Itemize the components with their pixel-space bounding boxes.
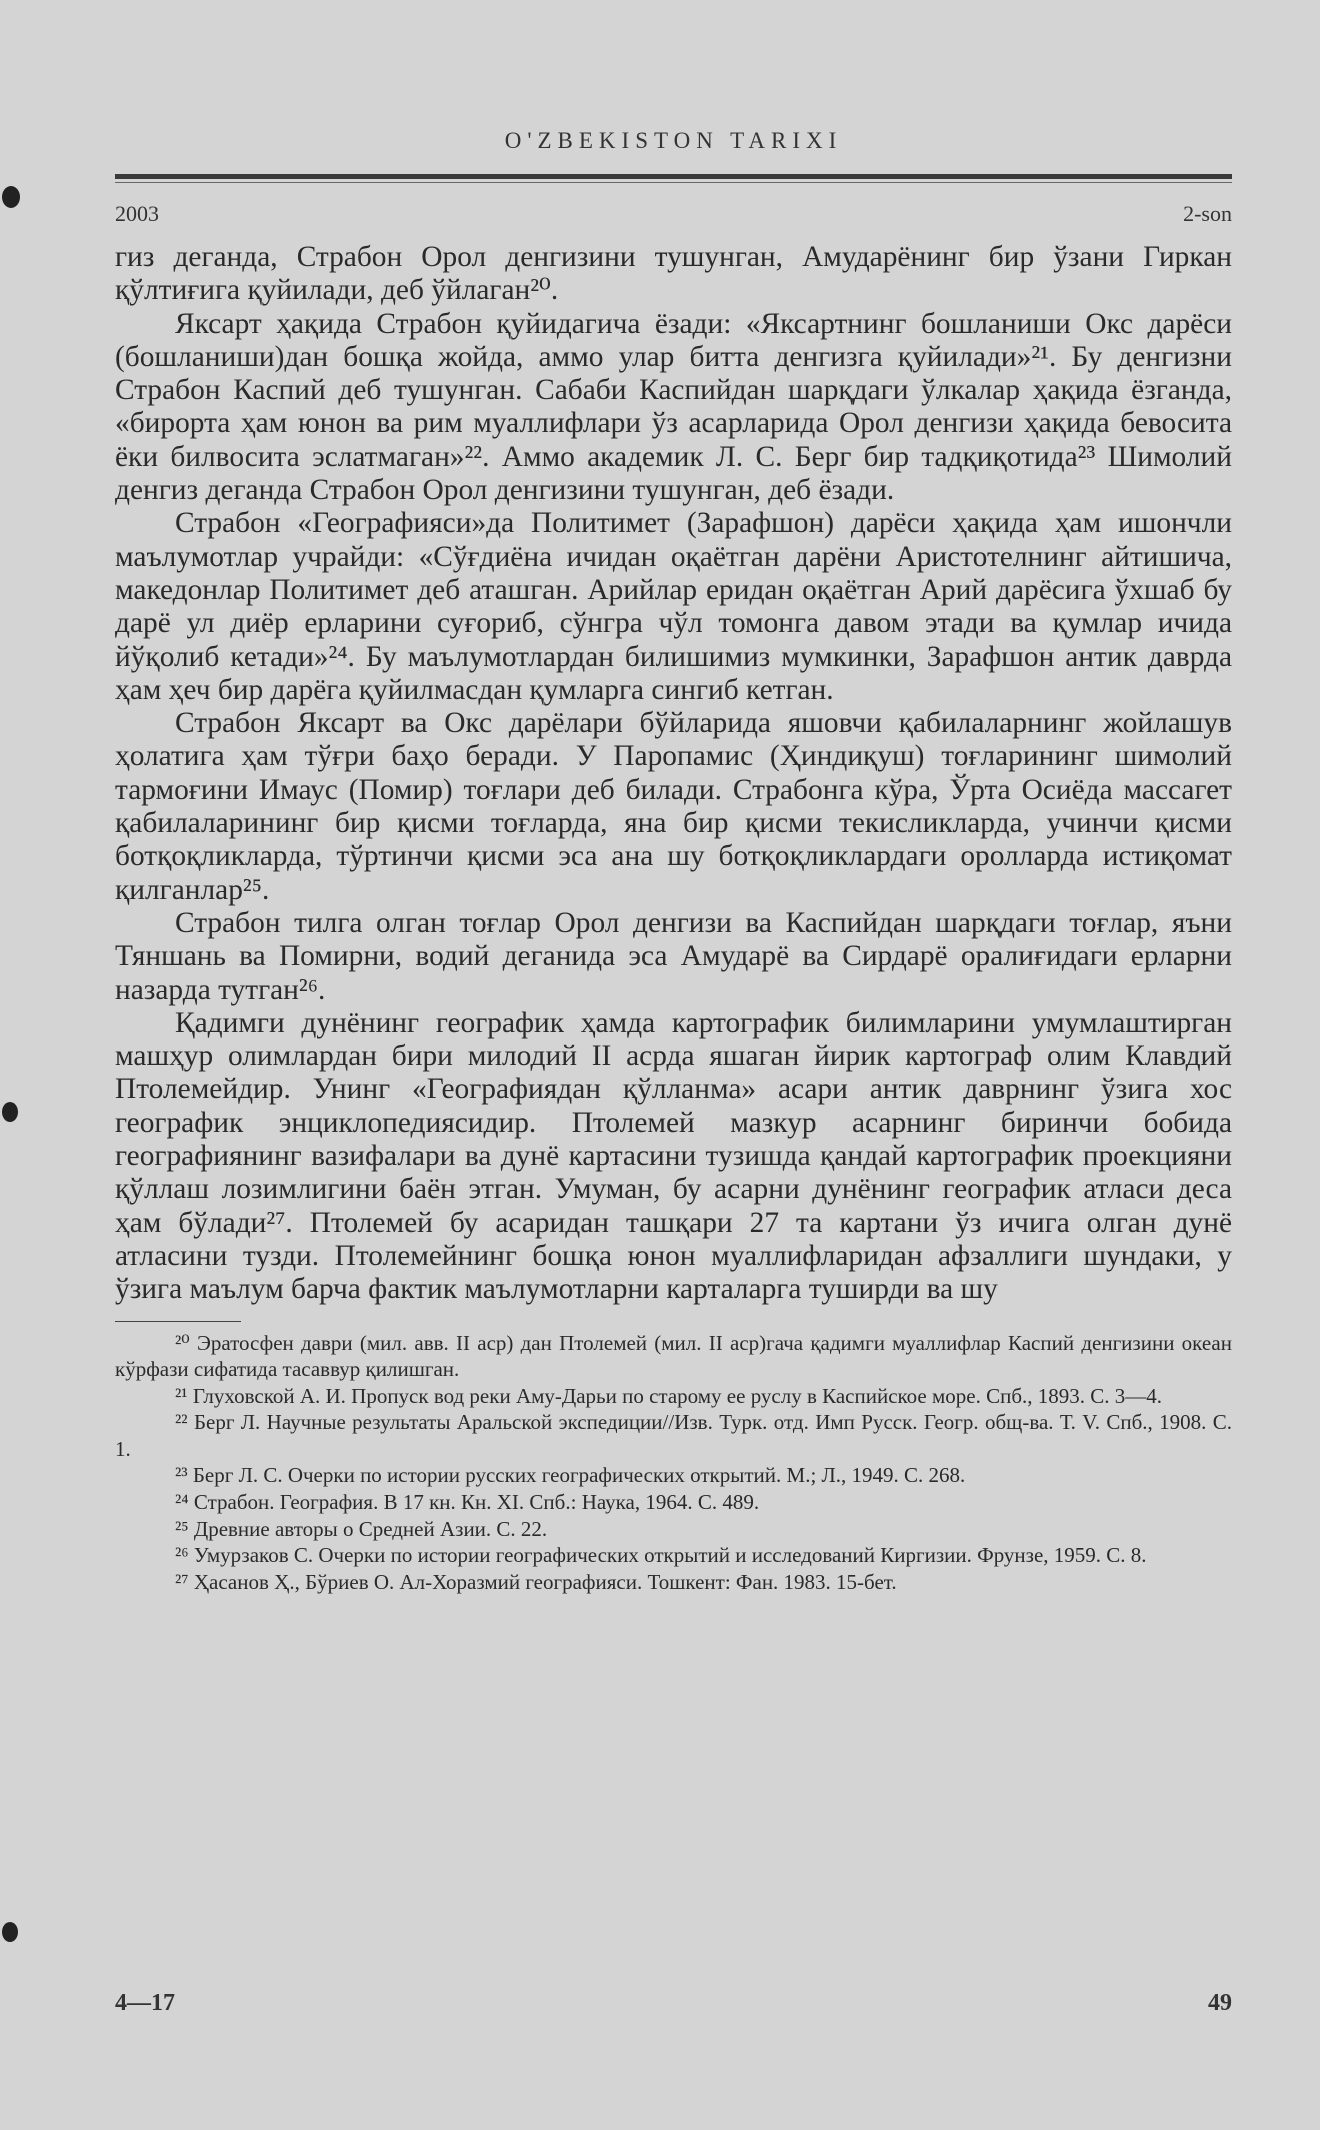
footnote: ²³ Берг Л. С. Очерки по истории русских географических открытий. М.; Л., 1949. С. 268. [175,1463,966,1488]
body-paragraph: Страбон тилга олган тоғлар Орол денгизи ва Каспийдан шарқдаги тоғлар, яъни Тяншань ва Помирни, водий деганида эса Амударё ва Сирдарё оралиғидаги ерларни назарда тутган²⁶. [115,906,1232,1006]
body-paragraph: Страбон Яксарт ва Окс дарёлари бўйларида яшовчи қабилаларнинг жойлашув ҳолатига ҳам тўғри баҳо беради. У Паропамис (Ҳиндиқуш) тоғларининг шимолий тармоғини Имаус (Помир) тоғлари деб билади. Страбонга кўра, Ўрта Осиёда массагет қабилаларининг бир қисми тоғларда, яна бир қисми текисликларда, учинчи қисми ботқоқликларда, тўртинчи қисми эса ана шу ботқоқликлардаги оролларда истиқомат қилганлар²⁵. [115,707,1232,906]
footnote: ²⁶ Умурзаков С. Очерки по истории географических открытий и исследований Киргизии. Фрунзе, 1959. С. 8. [175,1543,1147,1568]
footnote: ²⁷ Ҳасанов Ҳ., Бўриев О. Ал-Хоразмий географияси. Тошкент: Фан. 1983. 15-бет. [175,1569,897,1594]
footnote: ²² Берг Л. Научные результаты Аральской экспедиции//Изв. Турк. отд. Имп Русск. Геогр. общ-ва. Т. V. Спб., 1908. С. 1. [115,1410,1232,1461]
page-footer [115,1990,1232,2017]
body-paragraph: Яксарт ҳақида Страбон қуйидагича ёзади: «Яксартнинг бошланиши Окс дарёси (бошланиши)дан бошқа жойда, аммо улар битта денгизга қуйилади»²¹. Бу денгизни Страбон Каспий деб тушунган. Сабаби Каспийдан шарқдаги ўлкалар ҳақида ёзганда, «бирорта ҳам юнон ва рим муаллифлари ўз асарларида Орол денгизи ҳақида бевосита ёки билвосита эслатмаган»²². Аммо академик Л. С. Берг бир тадқиқотида²³ Шимолий денгиз деганда Страбон Орол денгизини тушунган, деб ёзади. [115,307,1232,507]
footnote-separator [115,1321,241,1322]
issue-year: 2003 [115,201,159,226]
footnote: ²¹ Глуховской А. И. Пропуск вод реки Аму-Дарьи по старому ее руслу в Каспийское море. Спб., 1893. С. 3—4. [175,1383,1163,1408]
binding-hole [2,186,20,208]
body-paragraph: гиз деганда, Страбон Орол денгизини тушунган, Амударёнинг бир ўзани Гиркан қўлтиғига қуйилади, деб ўйлаган²⁰. [115,241,1232,307]
footnote: ²⁴ Страбон. География. В 17 кн. Кн. XI. Спб.: Наука, 1964. С. 489. [175,1490,760,1515]
body-paragraph: Қадимги дунёнинг географик ҳамда картографик билимларини умумлаштирган машҳур олимлардан бири милодий II асрда яшаган йирик картограф олим Клавдий Птолемейдир. Унинг «Географиядан қўлланма» асари антик даврнинг ўзига хос географик энциклопедиясидир. Птолемей мазкур асарнинг биринчи бобида географиянинг вазифалари ва дунё картасини тузишда қандай картографик проекцияни қўллаш лозимлигини баён этган. Умуман, бу асарни дунёнинг географик атласи деса ҳам бўлади²⁷. Птолемей бу асаридан ташқари 27 та картани ўз ичига олган дунё атласини тузди. Птолемейнинг бошқа юнон муаллифларидан афзаллиги шундаки, у ўзига маълум барча фактик маълумотларни карталарга туширди ва шу [115,1006,1232,1306]
journal-title: O'ZBEKISTON TARIXI [504,128,843,153]
body-paragraph: Страбон «Географияси»да Политимет (Зарафшон) дарёси ҳақида ҳам ишончли маълумотлар учрайди: «Сўғдиёна ичидан оқаётган дарёни Аристотелнинг айтишича, македонлар Политимет деб аташган. Арийлар еридан оқаётган Арий дарёсига ўхшаб бу дарё ул диёр ерларини суғориб, сўнгра чўл томонга давом этади ва қумлар ичида йўқолиб кетади»²⁴. Бу маълумотлардан билишимиз мумкинки, Зарафшон антик даврда ҳам ҳеч бир дарёга қуйилмасдан қумларга сингиб кетган. [115,507,1232,706]
header-rule-thin [115,182,1232,183]
page-number: 49 [1208,1990,1232,2016]
header-rule [115,174,1232,179]
signature-mark: 4—17 [115,1990,175,2016]
footnotes [115,1330,1232,1596]
issue-meta [115,201,1232,227]
footnote: ²⁵ Древние авторы о Средней Азии. С. 22. [175,1516,548,1541]
binding-hole [2,1922,18,1942]
binding-hole [2,1102,18,1122]
article-body [115,241,1232,1307]
footnote: ²⁰ Эратосфен даври (мил. авв. II аср) дан Птолемей (мил. II аср)гача қадимги муаллифлар Каспий денгизини океан кўрфази сифатида тасаввур қилишган. [115,1330,1232,1382]
issue-number: 2-son [1183,201,1232,226]
